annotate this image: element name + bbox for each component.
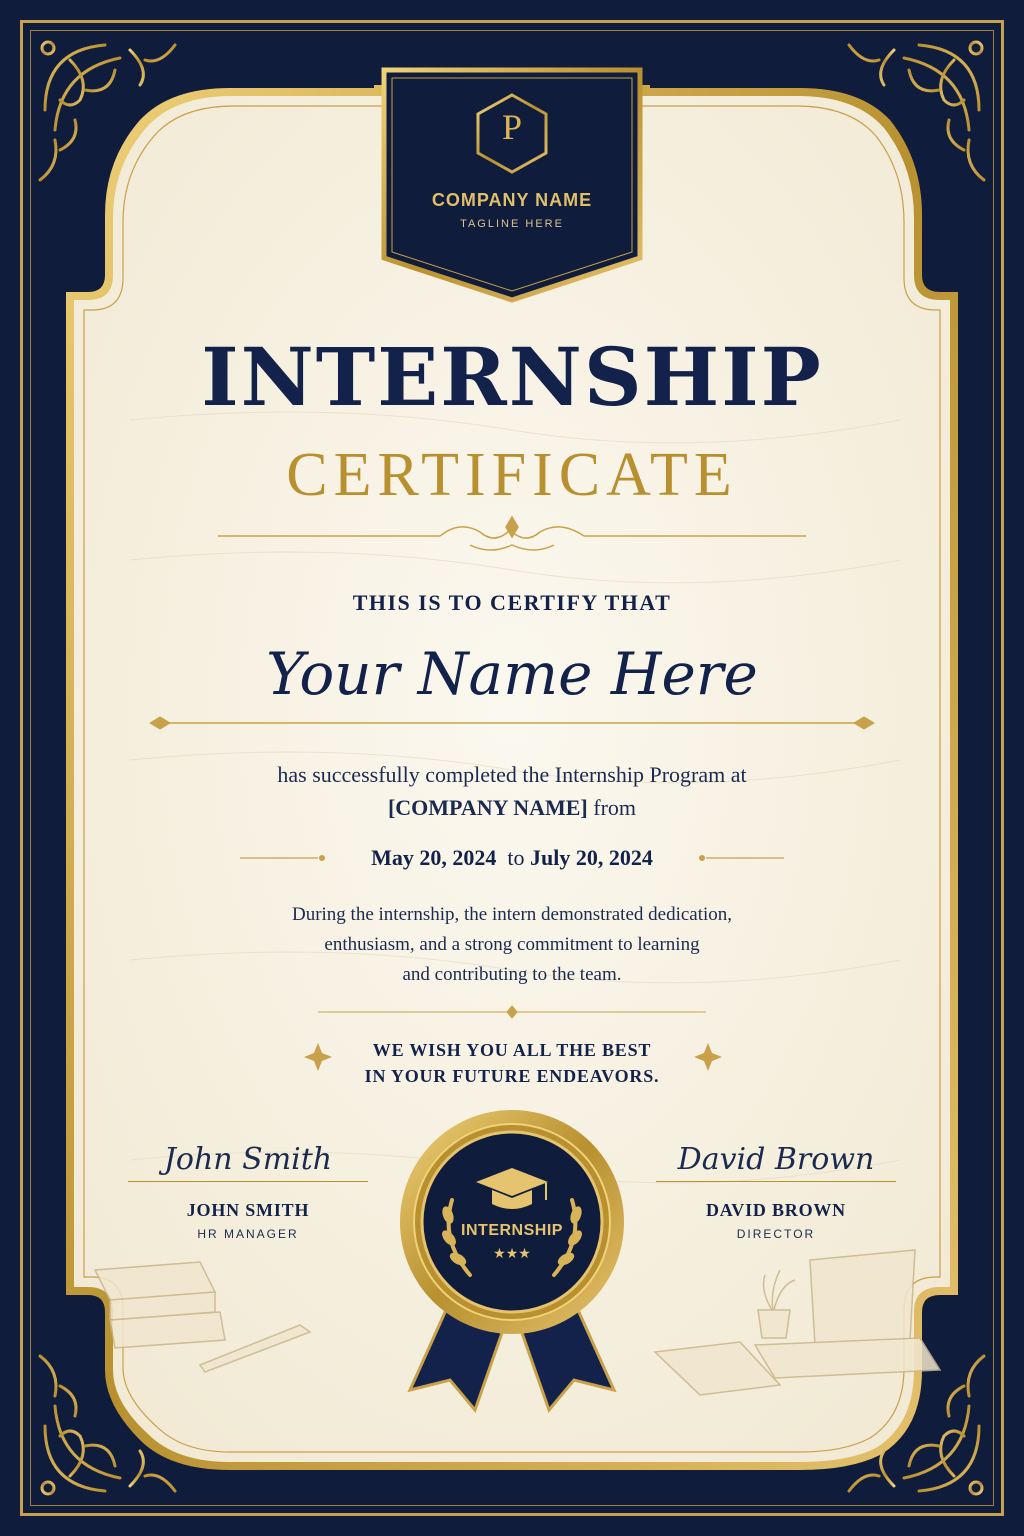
from-word: from — [593, 795, 637, 820]
to-word: to — [507, 845, 525, 870]
wish-line-2: IN YOUR FUTURE ENDEAVORS. — [364, 1066, 660, 1086]
completion-company-line — [0, 795, 1024, 821]
company-placeholder: [COMPANY NAME] — [387, 795, 588, 820]
signatory-name-right: DAVID BROWN — [706, 1200, 846, 1220]
wish-line-1: WE WISH YOU ALL THE BEST — [372, 1040, 652, 1060]
signature-line-left — [128, 1181, 368, 1182]
signatory-role-left: HR MANAGER — [197, 1227, 299, 1241]
seal-label: INTERNSHIP — [461, 1222, 563, 1239]
title-sub: CERTIFICATE — [286, 441, 738, 509]
company-name: COMPANY NAME — [431, 190, 593, 210]
date-range — [0, 845, 1024, 871]
description — [0, 900, 1024, 990]
signature-line-right — [656, 1181, 896, 1182]
description-line-3: and contributing to the team. — [402, 964, 622, 985]
seal-stars: ★★★ — [493, 1245, 531, 1261]
company-tagline: TAGLINE HERE — [460, 218, 564, 230]
description-line-2: enthusiasm, and a strong commitment to learning — [324, 934, 700, 955]
completion-line: has successfully completed the Internship Program at — [277, 762, 747, 787]
start-date: May 20, 2024 — [371, 845, 497, 870]
signature-script-right: David Brown — [677, 1142, 875, 1177]
wish-message — [0, 1037, 1024, 1089]
certify-line: THIS IS TO CERTIFY THAT — [352, 590, 672, 615]
recipient-name: Your Name Here — [266, 640, 758, 708]
signatory-name-left: JOHN SMITH — [186, 1200, 310, 1220]
description-line-1: During the internship, the intern demonstrated dedication, — [291, 904, 733, 925]
end-date: July 20, 2024 — [530, 845, 653, 870]
signatory-role-right: DIRECTOR — [736, 1227, 816, 1241]
logo-letter: P — [501, 107, 523, 147]
company-banner — [384, 70, 640, 300]
title-main: INTERNSHIP — [201, 330, 823, 424]
signature-left — [128, 1142, 368, 1241]
signature-right — [656, 1142, 896, 1241]
signature-script-left: John Smith — [163, 1142, 333, 1177]
